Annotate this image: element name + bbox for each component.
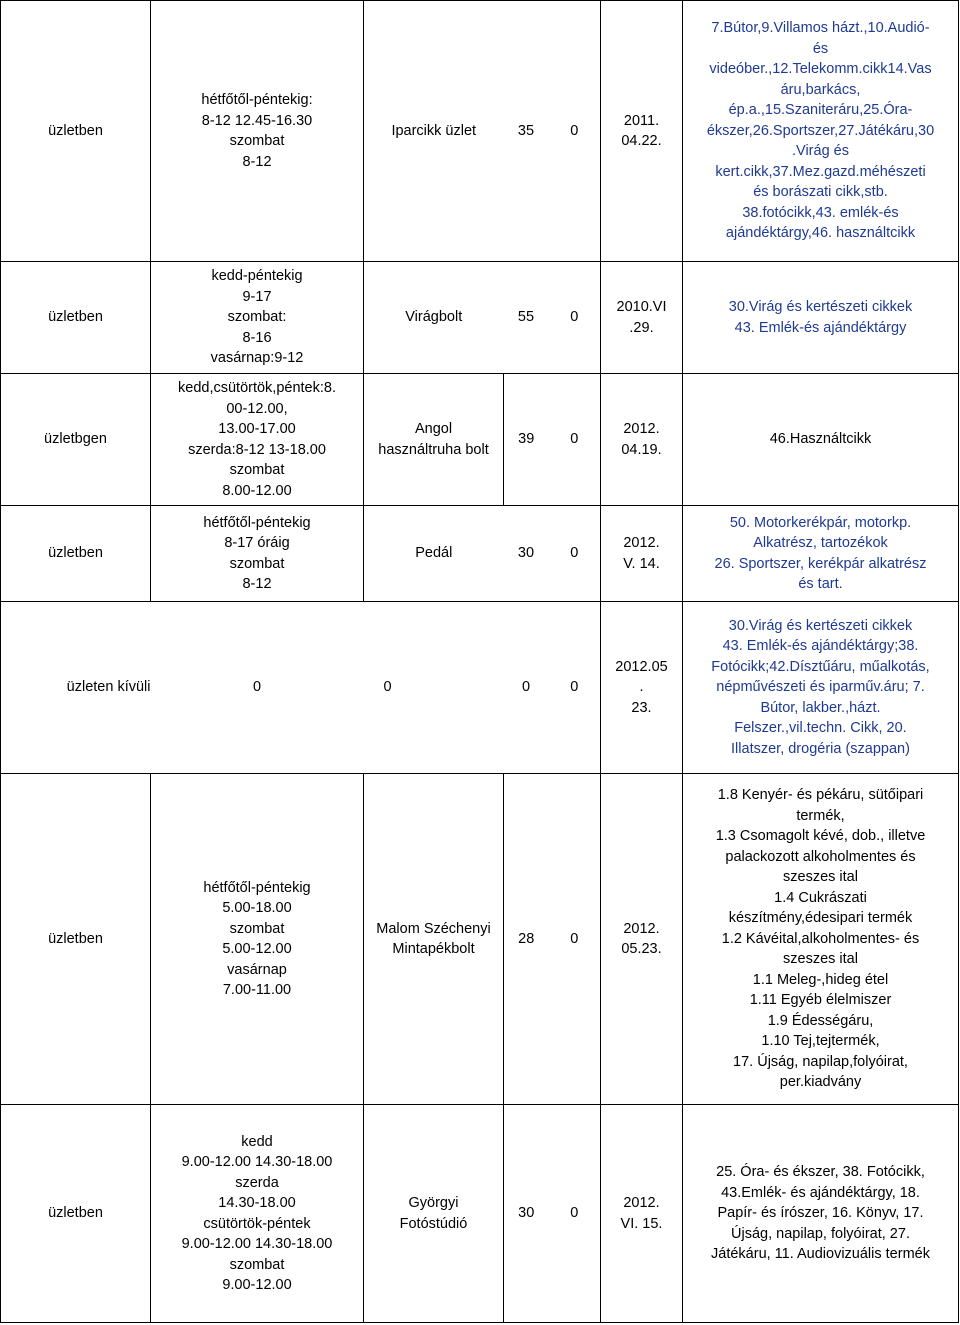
shop-name-cell: 0: [364, 602, 504, 774]
area-cell: 39: [504, 374, 549, 506]
table-row: [1, 774, 959, 1105]
products-cell: 25. Óra- és ékszer, 38. Fotócikk, 43.Emlék- és ajándéktárgy, 18. Papír- és írószer, 16. Könyv, 17. Újság, napilap, folyóirat, 27. Játékáru, 11. Audiovizuális termék: [683, 1105, 959, 1323]
count-cell: 0: [549, 1, 601, 262]
registration-date-cell: 2010.VI .29.: [601, 262, 683, 374]
shop-name-cell: Malom Széchenyi Mintapékbolt: [364, 774, 504, 1105]
location-cell: üzleten kívüli: [1, 602, 151, 774]
opening-hours-cell: kedd-péntekig 9-17 szombat: 8-16 vasárnap:9-12: [151, 262, 364, 374]
products-cell: 50. Motorkerékpár, motorkp. Alkatrész, tartozékok 26. Sportszer, kerékpár alkatrész és tart.: [683, 506, 959, 602]
shop-name-cell: Pedál: [364, 506, 504, 602]
registration-date-cell: 2012. VI. 15.: [601, 1105, 683, 1323]
shop-name-cell: Iparcikk üzlet: [364, 1, 504, 262]
location-cell: üzletbgen: [1, 374, 151, 506]
products-cell: 30.Virág és kertészeti cikkek 43. Emlék-és ajándéktárgy;38. Fotócikk;42.Dísztűáru, műalkotás, népművészeti és iparműv.áru; 7. Bútor, lakber.,házt. Felszer.,vil.techn. Cikk, 20. Illatszer, drogéria (szappan): [683, 602, 959, 774]
table-row: [1, 1, 959, 262]
area-cell: 30: [504, 1105, 549, 1323]
opening-hours-cell: kedd 9.00-12.00 14.30-18.00 szerda 14.30-18.00 csütörtök-péntek 9.00-12.00 14.30-18.00 szombat 9.00-12.00: [151, 1105, 364, 1323]
table-row: [1, 602, 959, 774]
products-cell: 1.8 Kenyér- és pékáru, sütőipari termék, 1.3 Csomagolt kévé, dob., illetve palackozott alkoholmentes és szeszes ital 1.4 Cukrászati készítmény,édesipari termék 1.2 Kávéital,alkoholmentes- és szeszes ital 1.1 Meleg-,hideg étel 1.11 Egyéb élelmiszer 1.9 Édességáru, 1.10 Tej,tejtermék, 17. Újság, napilap,folyóirat, per.kiadvány: [683, 774, 959, 1105]
table-row: [1, 506, 959, 602]
opening-hours-cell: kedd,csütörtök,péntek:8. 00-12.00, 13.00-17.00 szerda:8-12 13-18.00 szombat 8.00-12.00: [151, 374, 364, 506]
registration-date-cell: 2012. 04.19.: [601, 374, 683, 506]
table-row: [1, 1105, 959, 1323]
count-cell: 0: [549, 602, 601, 774]
count-cell: 0: [549, 374, 601, 506]
location-cell: üzletben: [1, 1, 151, 262]
registration-date-cell: 2011. 04.22.: [601, 1, 683, 262]
count-cell: 0: [549, 506, 601, 602]
area-cell: 28: [504, 774, 549, 1105]
area-cell: 30: [504, 506, 549, 602]
location-cell: üzletben: [1, 774, 151, 1105]
opening-hours-cell: hétfőtől-péntekig 5.00-18.00 szombat 5.00-12.00 vasárnap 7.00-11.00: [151, 774, 364, 1105]
registration-date-cell: 2012. V. 14.: [601, 506, 683, 602]
shop-name-cell: Györgyi Fotóstúdió: [364, 1105, 504, 1323]
count-cell: 0: [549, 774, 601, 1105]
area-cell: 0: [504, 602, 549, 774]
opening-hours-cell: 0: [151, 602, 364, 774]
location-cell: üzletben: [1, 262, 151, 374]
products-cell: 46.Használtcikk: [683, 374, 959, 506]
opening-hours-cell: hétfőtől-péntekig 8-17 óráig szombat 8-12: [151, 506, 364, 602]
opening-hours-cell: hétfőtől-péntekig: 8-12 12.45-16.30 szombat 8-12: [151, 1, 364, 262]
count-cell: 0: [549, 1105, 601, 1323]
registration-date-cell: 2012. 05.23.: [601, 774, 683, 1105]
location-cell: üzletben: [1, 1105, 151, 1323]
area-cell: 35: [504, 1, 549, 262]
products-cell: 30.Virág és kertészeti cikkek 43. Emlék-és ajándéktárgy: [683, 262, 959, 374]
registration-date-cell: 2012.05 . 23.: [601, 602, 683, 774]
table-row: [1, 262, 959, 374]
area-cell: 55: [504, 262, 549, 374]
count-cell: 0: [549, 262, 601, 374]
shop-name-cell: Virágbolt: [364, 262, 504, 374]
shop-name-cell: Angol használtruha bolt: [364, 374, 504, 506]
table-row: [1, 374, 959, 506]
products-cell: 7.Bútor,9.Villamos házt.,10.Audió- és videóber.,12.Telekomm.cikk14.Vas áru,barkács, ép.a.,15.Szaniteráru,25.Óra- ékszer,26.Sportszer,27.Játékáru,30 .Virág és kert.cikk,37.Mez.gazd.méhészeti és borászati cikk,stb. 38.fotócikk,43. emlék-és ajándéktárgy,46. használtcikk: [683, 1, 959, 262]
location-cell: üzletben: [1, 506, 151, 602]
